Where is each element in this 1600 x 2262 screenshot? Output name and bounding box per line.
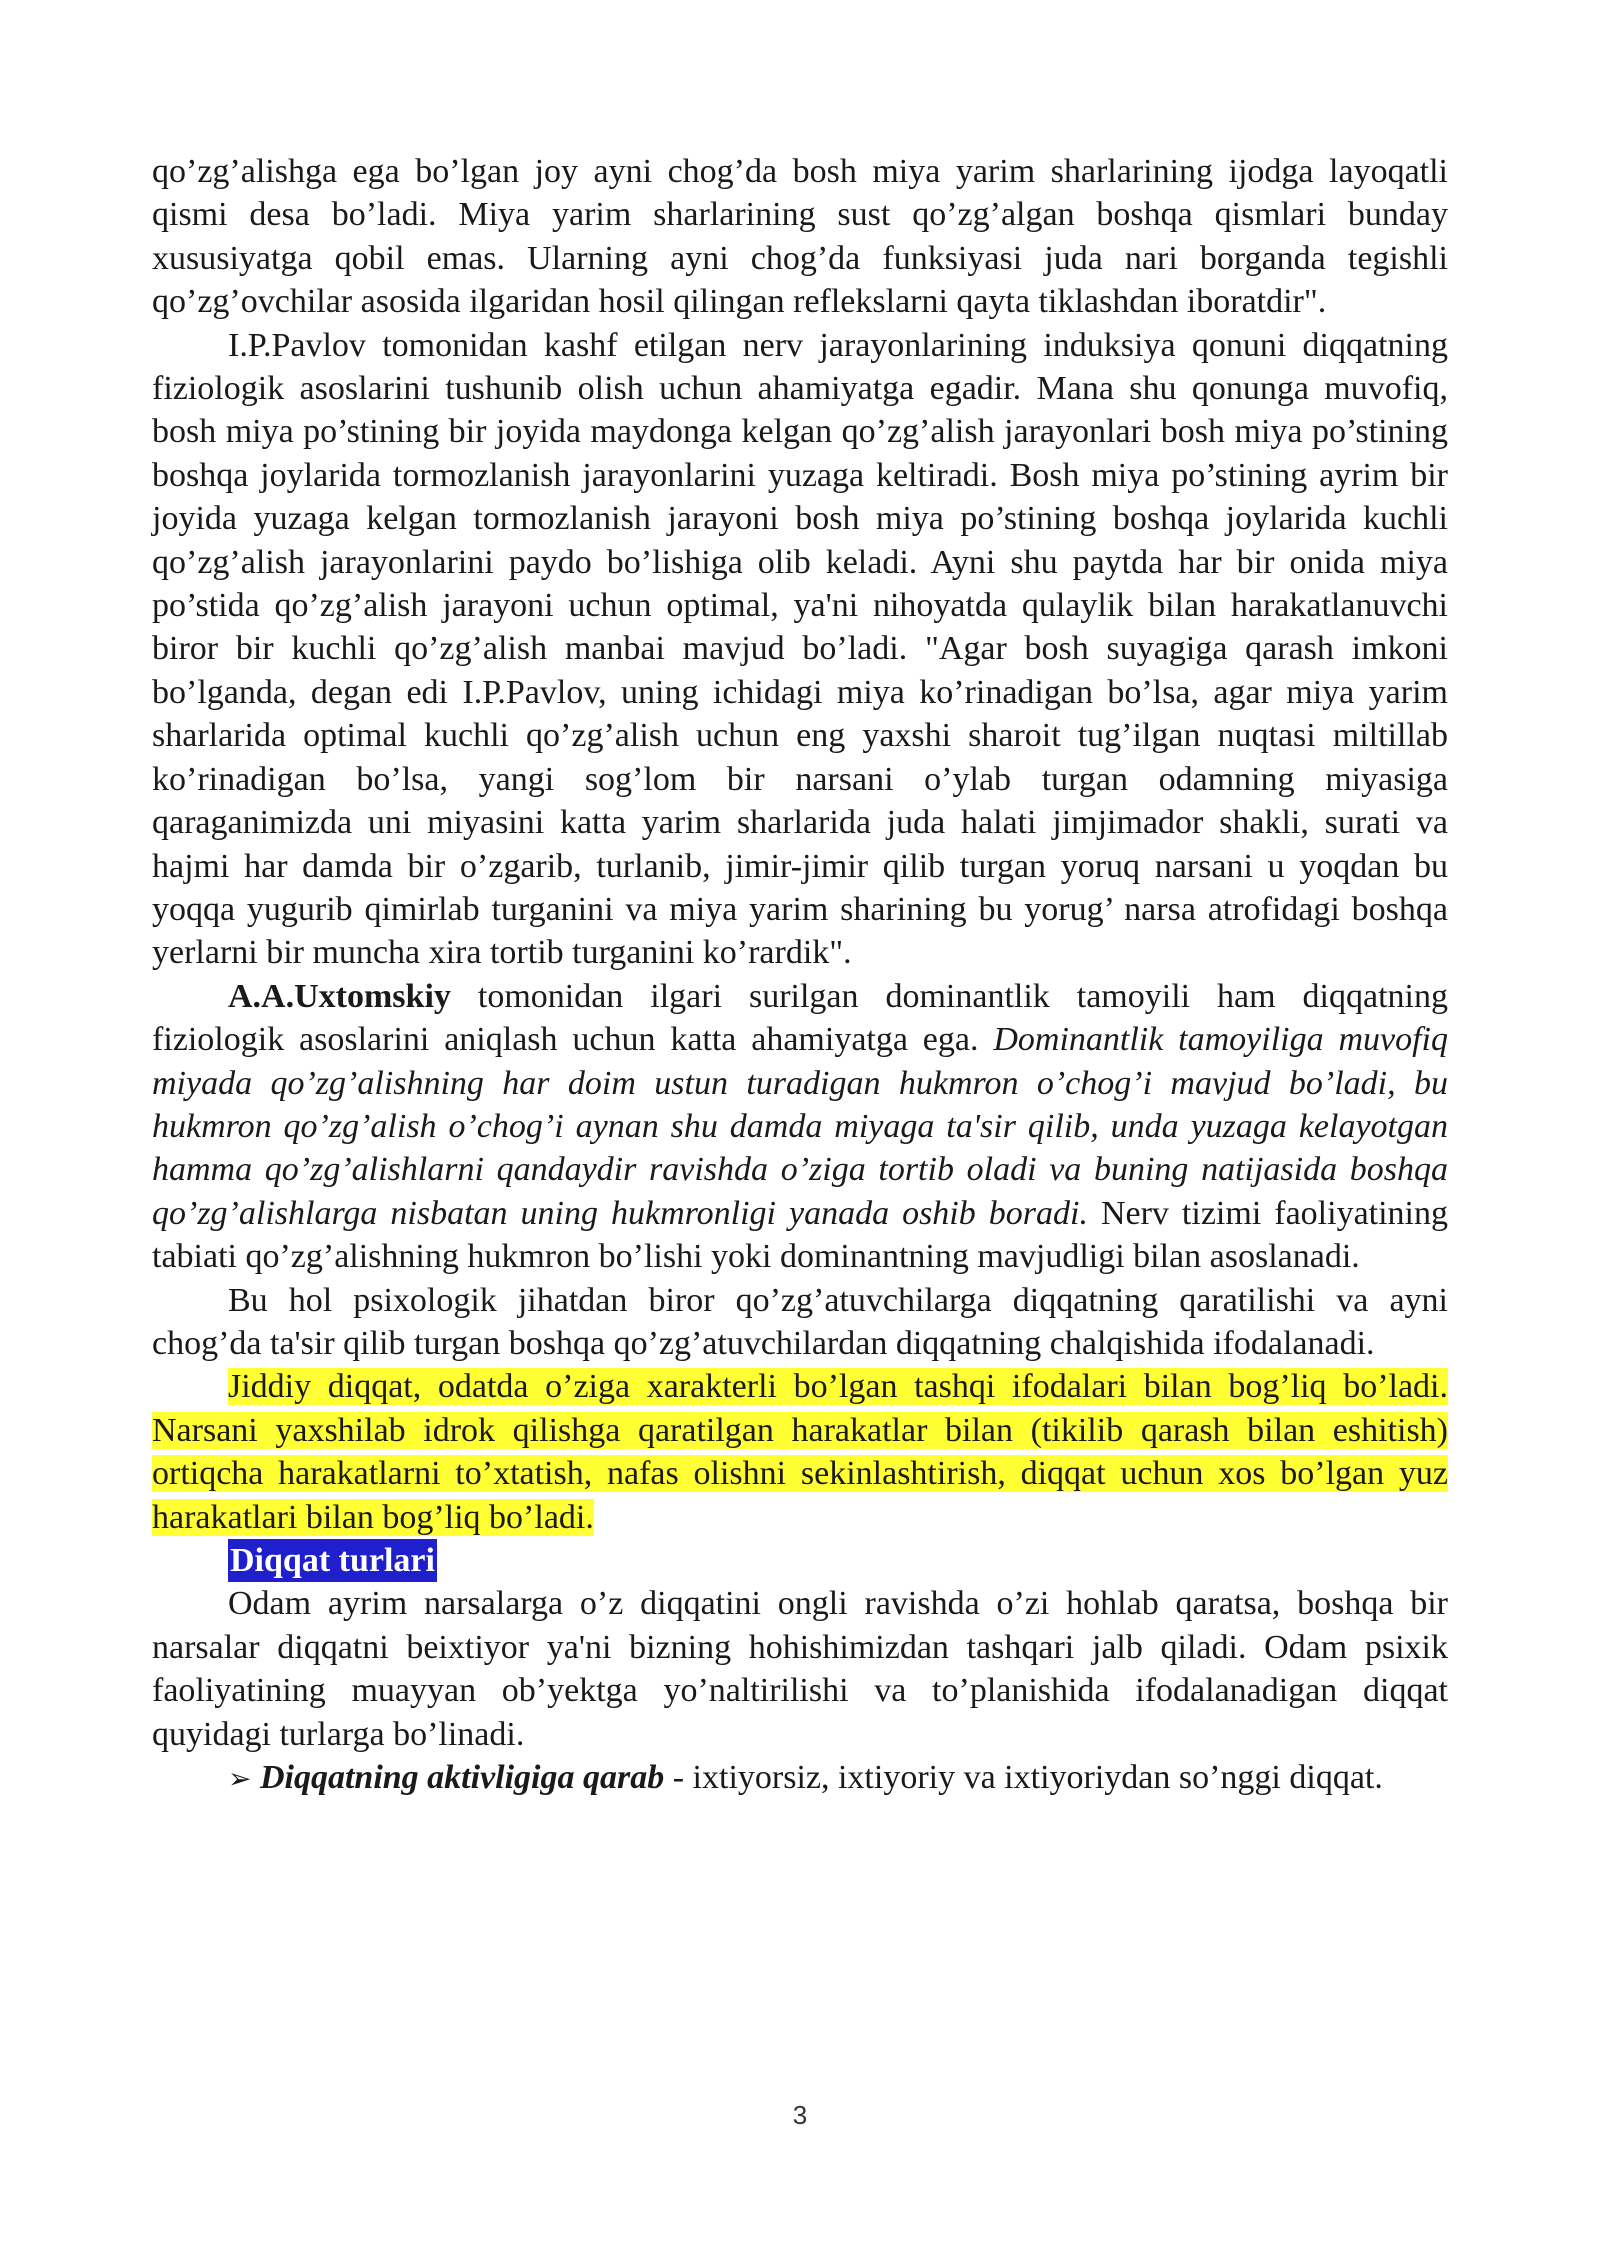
bullet-item — [152, 1756, 1448, 1800]
paragraph-5 — [152, 1365, 1448, 1539]
paragraph-4 — [152, 1279, 1448, 1366]
document-page — [152, 150, 1448, 1800]
paragraph-3-text-2: Nerv tizimi faoliyatining tabiati qo’zg’alishning hukmron bo’lishi yoki dominantning mavjudligi bilan asoslanadi. — [152, 1194, 1449, 1276]
highlighted-text: Jiddiy diqqat, odatda o’ziga xarakterli bo’lgan tashqi ifodalari bilan bog’liq bo’ladi. Narsani yaxshilab idrok qilishga qaratilgan harakatlar bilan (tikilib qarash bilan eshitish) ortiqcha harakatlarni to’xtatish, nafas olishni sekinlashtirish, diqqat uchun xos bo’lgan yuz harakatlari bilan bog’liq bo’ladi. — [152, 1368, 1448, 1536]
dominance-principle-italic: Dominantlik tamoyiliga muvofiq miyada qo’zg’alishning har doim ustun turadigan hukmron o’chog’i mavjud bo’ladi, bu hukmron qo’zg’alish o’chog’i aynan shu damda miyaga ta'sir qilib, unda yuzaga kelayotgan hamma qo’zg’alishlarni qandaydir ravishda o’ziga tortib oladi va buning natijasida boshqa qo’zg’alishlarga nisbatan uning hukmronligi yanada oshib boradi. — [152, 1021, 1449, 1232]
section-heading: Diqqat turlari — [228, 1539, 437, 1582]
bullet-text: - ixtiyorsiz, ixtiyoriy va ixtiyoriydan so’nggi diqqat. — [664, 1759, 1383, 1797]
paragraph-6 — [152, 1582, 1448, 1756]
paragraph-1-text: qo’zg’alishga ega bo’lgan joy ayni chog’da bosh miya yarim sharlarining ijodga layoqatli qismi desa bo’ladi. Miya yarim sharlarining sust qo’zg’algan boshqa qismlari bunday xususiyatga qobil emas. Ularning ayni chog’da funksiyasi juda nari borganda tegishli qo’zg’ovchilar asosida ilgaridan hosil qilingan reflekslarni qayta tiklashdan iboratdir". — [152, 153, 1448, 321]
arrow-bullet-icon: ➢ — [228, 1762, 252, 1796]
paragraph-2-text: I.P.Pavlov tomonidan kashf etilgan nerv jarayonlarining induksiya qonuni diqqatning fiziologik asoslarini tushunib olish uchun ahamiyatga egadir. Mana shu qonunga muvofiq, bosh miya po’stining bir joyida maydonga kelgan qo’zg’alish jarayonlari bosh miya po’stining boshqa joylarida tormozlanish jarayonlarini yuzaga keltiradi. Bosh miya po’stining ayrim bir joyida yuzaga kelgan tormozlanish jarayoni bosh miya po’stining boshqa joylarida kuchli qo’zg’alish jarayonlarini paydo bo’lishiga olib keladi. Ayni shu paytda har bir onida miya po’stida qo’zg’alish jarayoni uchun optimal, ya'ni nihoyatda qulaylik bilan harakatlanuvchi biror bir kuchli qo’zg’alish manbai mavjud bo’ladi. "Agar bosh suyagiga qarash imkoni bo’lganda, degan edi I.P.Pavlov, uning ichidagi miya ko’rinadigan bo’lsa, agar miya yarim sharlarida optimal kuchli qo’zg’alish uchun eng yaxshi sharoit tug’ilgan nuqtasi miltillab ko’rinadigan bo’lsa, yangi sog’lom bir narsani o’ylab turgan odamning miyasiga qaraganimizda uni miyasini katta yarim sharlarida juda halati jimjimador shakli, surati va hajmi har damda bir o’zgarib, turlanib, jimir-jimir qilib turgan yoruq narsani u yoqdan bu yoqqa yugurib qimirlab turganini va miya yarim sharining bu yorug’ narsa atrofidagi boshqa yerlarni bir muncha xira tortib turganini ko’rardik". — [152, 326, 1448, 972]
paragraph-3-text-1: tomonidan ilgari surilgan dominantlik tamoyili ham diqqatning fiziologik asoslarini aniqlash uchun katta ahamiyatga ega. — [152, 977, 1448, 1059]
paragraph-6-text: Odam ayrim narsalarga o’z diqqatini ongli ravishda o’zi hohlab qaratsa, boshqa bir narsalar diqqatni beixtiyor ya'ni bizning hohishimizdan tashqari jalb qiladi. Odam psixik faoliyatining muayyan ob’yektga yo’naltirilishi va to’planishida ifodalanadigan diqqat quyidagi turlarga bo’linadi. — [152, 1585, 1448, 1753]
bullet-title: Diqqatning aktivligiga qarab — [259, 1759, 665, 1797]
section-heading-row — [152, 1539, 1448, 1582]
author-name-bold: A.A.Uxtomskiy — [228, 977, 451, 1015]
page-number: 3 — [792, 2100, 808, 2130]
paragraph-4-text: Bu hol psixologik jihatdan biror qo’zg’atuvchilarga diqqatning qaratilishi va ayni chog’da ta'sir qilib turgan boshqa qo’zg’atuvchilardan diqqatning chalqishida ifodalanadi. — [152, 1281, 1448, 1362]
paragraph-2 — [152, 324, 1448, 975]
paragraph-1 — [152, 150, 1448, 324]
paragraph-3 — [152, 975, 1448, 1279]
